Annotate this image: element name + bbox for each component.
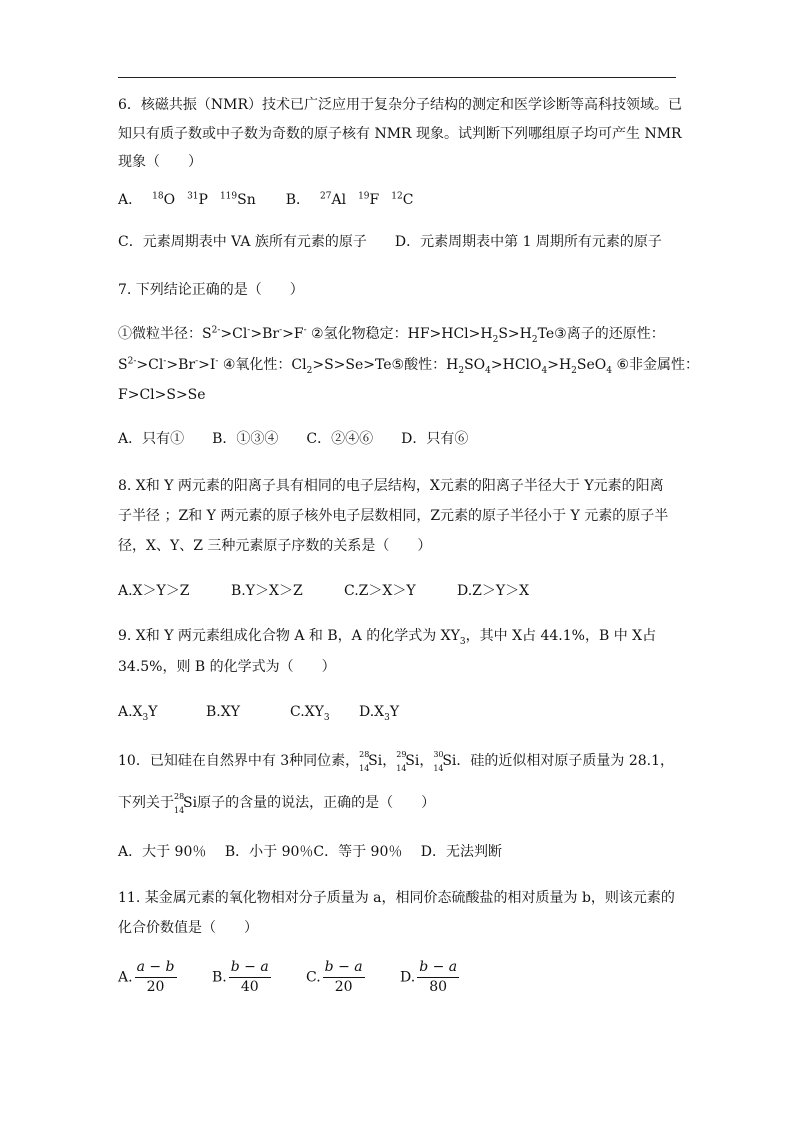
fraction: [323, 959, 365, 996]
text-fragment: >F: [282, 326, 304, 342]
text-fragment: Y: [389, 704, 400, 720]
text-fragment: Si: [442, 753, 457, 769]
text-fragment: Si: [183, 795, 198, 811]
text-fragment: -: [247, 325, 251, 336]
text-fragment: 原子的含量的说法，正确的是（ ）: [197, 795, 436, 811]
text-fragment: 2-: [127, 356, 137, 367]
text-fragment: ，其中 X占 44.1%，B 中 X占: [465, 628, 657, 644]
mass-number: 119: [219, 191, 238, 202]
q7-line1: [118, 325, 665, 343]
text-fragment: S: [118, 357, 128, 373]
q6-optC: C．元素周期表中 VA 族所有元素的原子: [118, 234, 367, 250]
isotope-si29: [396, 750, 420, 773]
text-fragment: D.X: [359, 704, 385, 720]
q9-line2: 34.5%，则 B 的化学式为（ ）: [118, 659, 336, 675]
text-fragment: A.: [118, 969, 133, 986]
text-fragment: >H: [547, 357, 572, 373]
text-fragment: 14: [359, 764, 370, 773]
text-fragment: Si: [368, 753, 383, 769]
q6-optD: D．元素周期表中第 1 周期所有元素的原子: [394, 234, 662, 250]
text-fragment: ，: [419, 753, 434, 769]
q11-line1: 11. 某金属元素的氧化物相对分子质量为 a，相同价态硫酸盐的相对质量为 b，则该元素的: [118, 890, 675, 906]
text-fragment: 10．已知硅在自然界中有 3种同位素，: [118, 753, 360, 769]
text-fragment: ．硅的近似相对原子质量为 28.1，: [456, 753, 675, 769]
text-fragment: ，: [382, 753, 397, 769]
text-fragment: 4: [485, 365, 491, 376]
text-fragment: -: [279, 325, 283, 336]
text-fragment: 4: [606, 365, 612, 376]
text-fragment: ⑥非金属性：: [612, 357, 700, 373]
text-fragment: ②氢化物稳定：HF>HCl>H: [306, 326, 493, 342]
text-fragment: >S>Se>Te⑤酸性：H: [312, 357, 459, 373]
text-fragment: 2-: [211, 325, 221, 336]
text-fragment: SeO: [576, 357, 607, 373]
q8-optB: B.Y＞X＞Z: [231, 583, 303, 599]
q11-optA: [118, 959, 212, 996]
text-fragment: 80: [429, 979, 448, 995]
element-symbol: Al: [331, 192, 347, 208]
text-fragment: 3: [323, 712, 330, 723]
q8-line1: 8. X和 Y 两元素的阳离子具有相同的电子层结构，X元素的阳离子半径大于 Y元素的阳离: [118, 478, 664, 494]
mass-number: 18: [152, 191, 164, 202]
text-fragment: D.: [400, 969, 416, 986]
q11-optC: [306, 959, 400, 996]
text-fragment: 2: [458, 365, 465, 376]
q7-line2: [118, 356, 699, 374]
q9-options: [118, 703, 399, 721]
text-fragment: >Br: [250, 326, 280, 342]
q11-optD: [400, 959, 459, 996]
text-fragment: 9. X和 Y 两元素组成化合物 A 和 B，A 的化学式为 XY: [118, 628, 460, 644]
text-fragment: b − a: [417, 959, 459, 978]
text-fragment: C.: [306, 969, 321, 986]
text-fragment: B.: [212, 969, 227, 986]
isotope-si30: [433, 750, 457, 773]
text-fragment: SO: [464, 357, 486, 373]
q7-options: A．只有① B．①③④ C．②④⑥ D．只有⑥: [118, 431, 469, 447]
q8-optA: A.X＞Y＞Z: [118, 583, 190, 599]
text-fragment: 3: [384, 712, 390, 723]
q10-line2: [118, 792, 436, 815]
element-symbol: O: [163, 192, 176, 208]
text-fragment: >Cl: [136, 357, 164, 373]
isotope-si28: [174, 792, 198, 815]
isotope-si28: [359, 750, 383, 773]
text-fragment: b − a: [323, 959, 365, 978]
q7-line3: F>Cl>S>Se: [118, 387, 206, 403]
text-fragment: 28: [174, 792, 185, 801]
text-fragment: 3: [142, 712, 149, 723]
text-fragment: Si: [405, 753, 420, 769]
q6-line3: 现象（ ）: [118, 154, 202, 170]
q6-line2: 知只有质子数或中子数为奇数的原子核有 NMR 现象。试判断下列哪组原子均可产生 NMR: [118, 126, 682, 142]
text-fragment: 20: [334, 979, 353, 995]
q8-line3: 径，X、Y、Z 三种元素原子序数的关系是（ ）: [118, 538, 432, 554]
fraction: [229, 959, 271, 996]
text-fragment: 2: [571, 365, 577, 376]
element-symbol: C: [402, 192, 414, 208]
q11-optB: [212, 959, 306, 996]
fraction: [417, 959, 459, 996]
q11-options: [118, 959, 459, 996]
text-fragment: 14: [174, 806, 185, 815]
q9-optA: [118, 703, 206, 721]
text-fragment: ④氧化性：Cl: [218, 357, 307, 373]
text-fragment: 2: [492, 334, 499, 345]
q9-optC: [290, 703, 359, 721]
text-fragment: 14: [396, 764, 407, 773]
text-fragment: >HClO: [490, 357, 542, 373]
element-symbol: Sn: [237, 192, 256, 208]
q6-options-ab: [118, 191, 413, 209]
q6-optB-label: B．: [285, 192, 311, 208]
q11-line2: 化合价数值是（ ）: [118, 920, 258, 936]
mass-number: 12: [391, 191, 403, 202]
text-fragment: ①微粒半径：S: [118, 326, 212, 342]
text-fragment: 20: [146, 979, 165, 995]
text-fragment: A.X: [118, 704, 143, 720]
q8-line2: 子半径 ；Z和 Y 两元素的原子核外电子层数相同，Z元素的原子半径小于 Y 元素的原子半: [118, 508, 669, 524]
text-fragment: 40: [240, 979, 259, 995]
q8-optC: C.Z＞X＞Y: [344, 583, 416, 599]
text-fragment: -: [163, 356, 167, 367]
text-fragment: 2: [531, 334, 538, 345]
text-fragment: 28: [359, 750, 370, 759]
q7-stem: 7. 下列结论正确的是（ ）: [118, 282, 304, 298]
q10-line1: [118, 750, 675, 773]
q9-optD: [359, 703, 399, 721]
text-fragment: 30: [433, 750, 444, 759]
text-fragment: 4: [541, 365, 548, 376]
q6-options-cd: [118, 233, 662, 251]
header-rule: [118, 77, 676, 78]
text-fragment: >I: [198, 357, 216, 373]
text-fragment: -: [215, 356, 219, 367]
text-fragment: Te③离子的还原性：: [537, 326, 665, 342]
text-fragment: 29: [396, 750, 407, 759]
q8-options: [118, 582, 529, 600]
text-fragment: C.XY: [290, 704, 324, 720]
q6-line1: 6．核磁共振（NMR）技术已广泛应用于复杂分子结构的测定和医学诊断等高科技领域。已: [118, 97, 683, 113]
mass-number: 31: [187, 191, 199, 202]
text-fragment: 14: [433, 764, 444, 773]
text-fragment: -: [303, 325, 307, 336]
text-fragment: 3: [459, 636, 466, 647]
text-fragment: >Cl: [220, 326, 248, 342]
element-symbol: P: [198, 192, 208, 208]
text-fragment: 2: [306, 365, 313, 376]
q6-optA-label: A．: [118, 192, 143, 208]
text-fragment: S>H: [498, 326, 532, 342]
text-fragment: 下列关于: [118, 795, 174, 811]
mass-number: 27: [320, 191, 332, 202]
text-fragment: b − a: [229, 959, 271, 978]
text-fragment: Y: [148, 704, 158, 720]
q9-line1: [118, 627, 656, 645]
q9-optB: B.XY: [206, 704, 240, 720]
text-fragment: a − b: [135, 959, 177, 978]
fraction: [135, 959, 177, 996]
q8-optD: D.Z＞Y＞X: [457, 583, 530, 599]
element-symbol: F: [369, 192, 380, 208]
q10-options: A．大于 90％ B．小于 90％C．等于 90％ D．无法判断: [118, 844, 503, 860]
mass-number: 19: [358, 191, 370, 202]
text-fragment: >Br: [166, 357, 196, 373]
text-fragment: -: [195, 356, 199, 367]
